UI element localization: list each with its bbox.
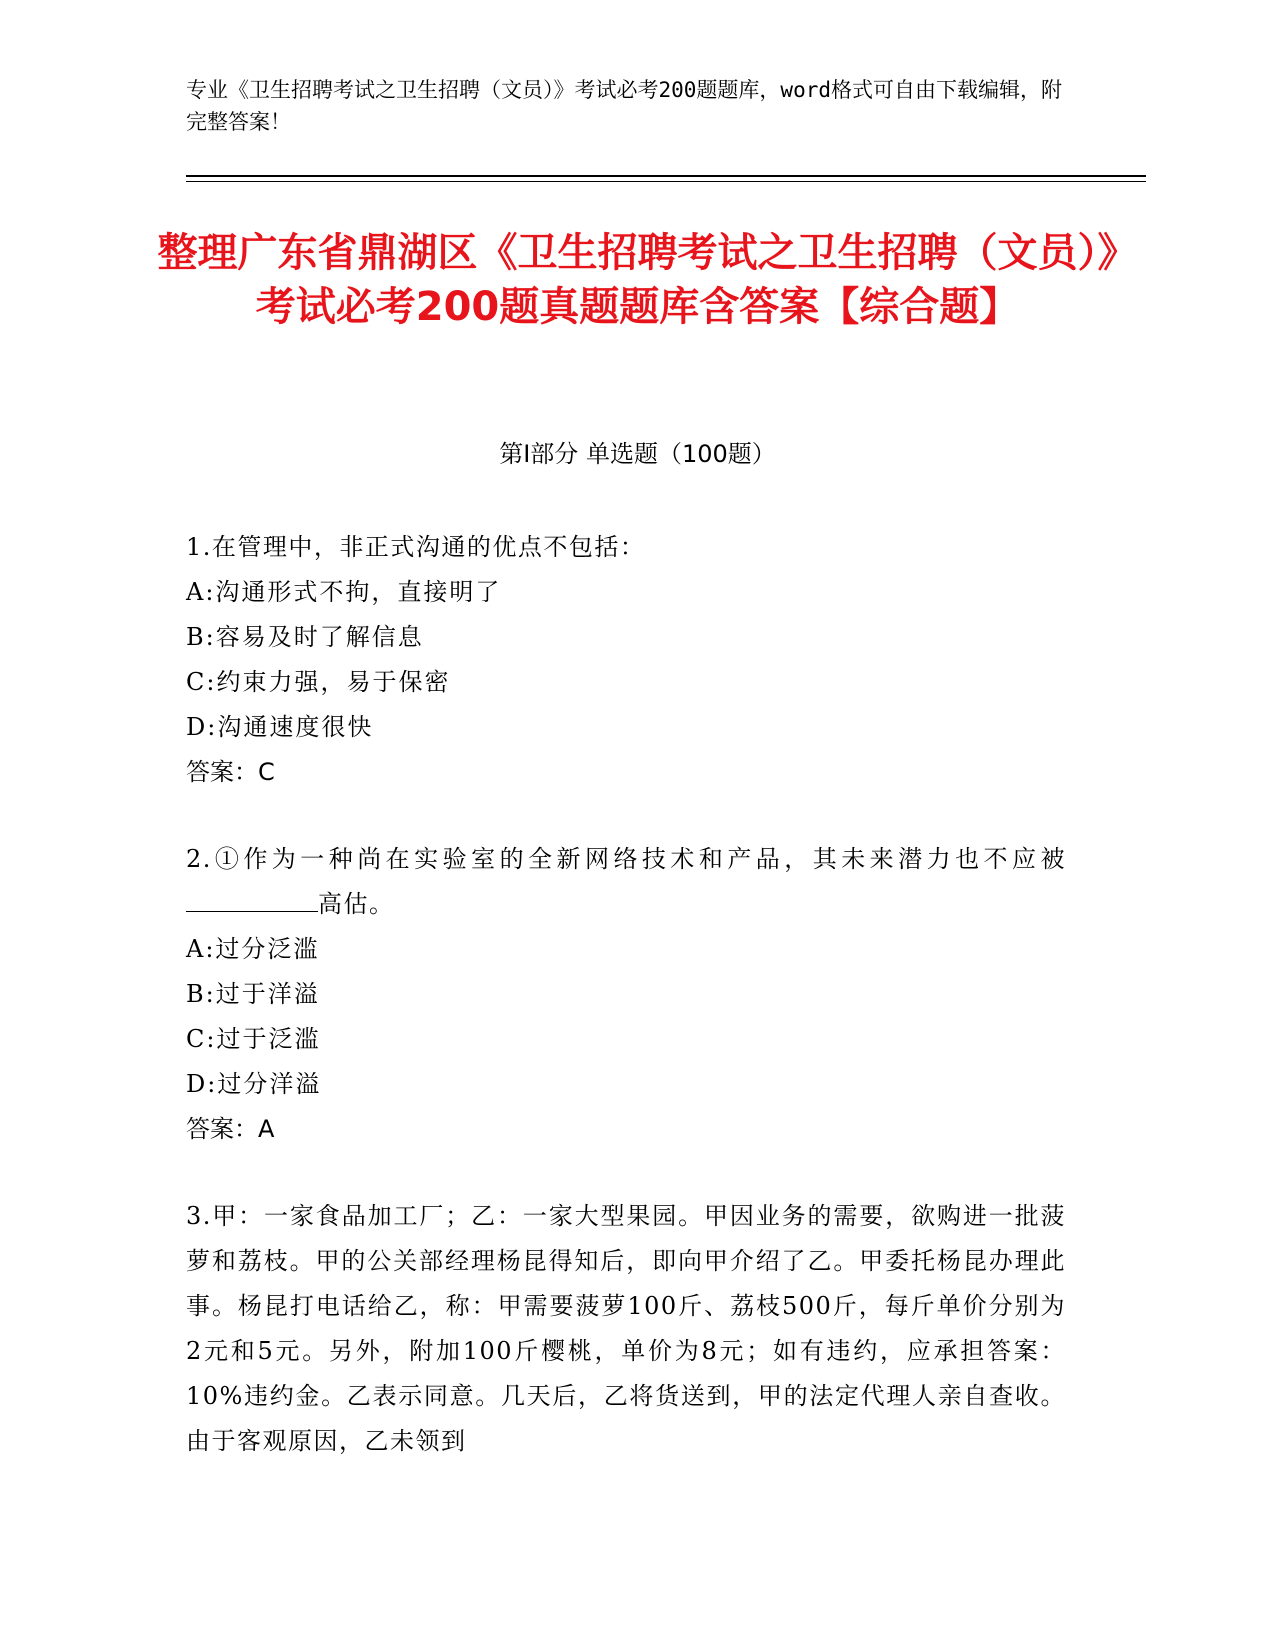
answer-line: 答案：C xyxy=(186,758,275,786)
fill-blank xyxy=(186,889,318,912)
option-c: C:过于泛滥 xyxy=(186,1025,321,1053)
option-a: A:过分泛滥 xyxy=(186,935,320,963)
option-b: B:容易及时了解信息 xyxy=(186,623,424,651)
option-a: A:沟通形式不拘，直接明了 xyxy=(186,578,502,606)
question-text-before: 2.①作为一种尚在实验室的全新网络技术和产品，其未来潜力也不应被 xyxy=(186,845,1066,873)
option-c: C:约束力强，易于保密 xyxy=(186,668,451,696)
option-b: B:过于洋溢 xyxy=(186,980,320,1008)
question-3 xyxy=(186,1194,1066,1464)
option-d: D:过分洋溢 xyxy=(186,1070,322,1098)
question-text: 1.在管理中，非正式沟通的优点不包括： xyxy=(186,533,646,561)
question-text: 3.甲：一家食品加工厂；乙：一家大型果园。甲因业务的需要，欲购进一批菠萝和荔枝。甲的公关部经理杨昆得知后，即向甲介绍了乙。甲委托杨昆办理此事。杨昆打电话给乙，称：甲需要菠萝100斤、荔枝500斤，每斤单价分别为2元和5元。另外，附加100斤樱桃，单价为8元；如有违约，应承担答案：10%违约金。乙表示同意。几天后，乙将货送到，甲的法定代理人亲自查收。由于客观原因，乙未领到 xyxy=(186,1202,1066,1455)
header-divider-thin xyxy=(186,181,1146,182)
header-divider-thick xyxy=(186,175,1146,177)
option-d: D:沟通速度很快 xyxy=(186,713,374,741)
question-1 xyxy=(186,525,1066,795)
header-note: 专业《卫生招聘考试之卫生招聘（文员）》考试必考200题题库，word格式可自由下载编辑，附完整答案！ xyxy=(186,78,1062,134)
question-2 xyxy=(186,837,1066,1152)
question-text-after: 高估。 xyxy=(318,890,395,918)
question-list xyxy=(186,525,1066,1506)
question-text xyxy=(186,837,1066,927)
answer-line: 答案：A xyxy=(186,1115,275,1143)
document-title: 整理广东省鼎湖区《卫生招聘考试之卫生招聘（文员）》考试必考200题真题题库含答案【综合题】 xyxy=(157,230,1118,330)
section-title: 第Ⅰ部分 单选题（100题） xyxy=(499,440,776,468)
